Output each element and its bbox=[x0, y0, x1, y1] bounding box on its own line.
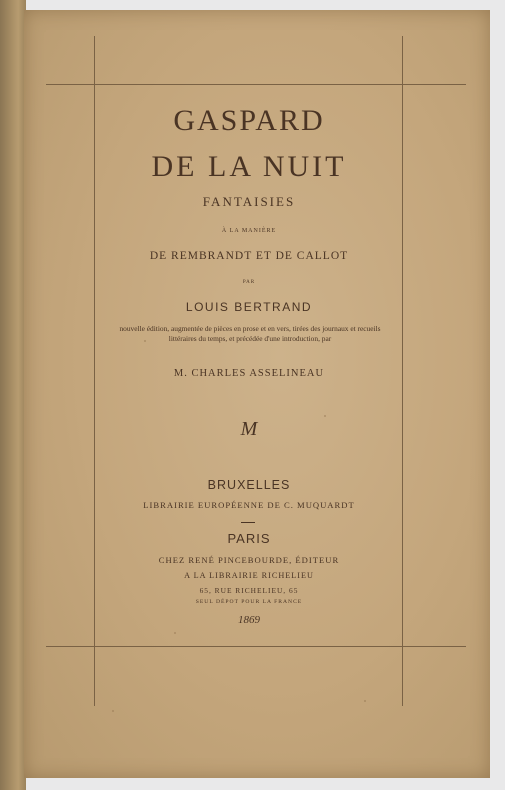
foxing-spot bbox=[324, 415, 326, 417]
foxing-spot bbox=[364, 700, 366, 702]
publisher-paris: CHEZ RENÉ PINCEBOURDE, ÉDITEUR bbox=[158, 555, 340, 565]
subtitle: FANTAISIES bbox=[202, 194, 296, 209]
introducer-name: M. CHARLES ASSELINEAU bbox=[173, 368, 325, 379]
left-rule bbox=[94, 36, 95, 706]
publisher-brussels: LIBRAIRIE EUROPÉENNE DE C. MUQUARDT bbox=[143, 500, 355, 510]
author-name: LOUIS BERTRAND bbox=[185, 300, 313, 314]
address-line: 65, RUE RICHELIEU, 65 bbox=[199, 586, 299, 595]
book-cover-edge bbox=[0, 0, 26, 790]
foxing-spot bbox=[112, 710, 114, 712]
bottom-rule bbox=[46, 646, 466, 647]
city-paris: PARIS bbox=[227, 531, 271, 546]
top-rule bbox=[46, 84, 466, 85]
title-line-1: GASPARD bbox=[173, 104, 325, 137]
publication-year: 1869 bbox=[238, 614, 260, 626]
edition-note: nouvelle édition, augmentée de pièces en prose et en vers, tirées des journaux et recueils littéraires du temps, et précédée d'une introduction, par bbox=[119, 324, 381, 343]
par-label: PAR bbox=[242, 280, 256, 285]
city-bruxelles: BRUXELLES bbox=[207, 478, 291, 492]
a-la-maniere: À LA MANIÈRE bbox=[221, 228, 277, 234]
title-line-2: DE LA NUIT bbox=[151, 150, 347, 183]
publisher-monogram: M bbox=[240, 418, 258, 440]
foxing-spot bbox=[174, 632, 176, 634]
right-rule bbox=[402, 36, 403, 706]
separator-dash bbox=[241, 522, 255, 523]
after-line: DE REMBRANDT ET DE CALLOT bbox=[149, 250, 349, 262]
depot-line: SEUL DÉPOT POUR LA FRANCE bbox=[195, 599, 303, 605]
bookshop-line: A LA LIBRAIRIE RICHELIEU bbox=[184, 571, 314, 580]
